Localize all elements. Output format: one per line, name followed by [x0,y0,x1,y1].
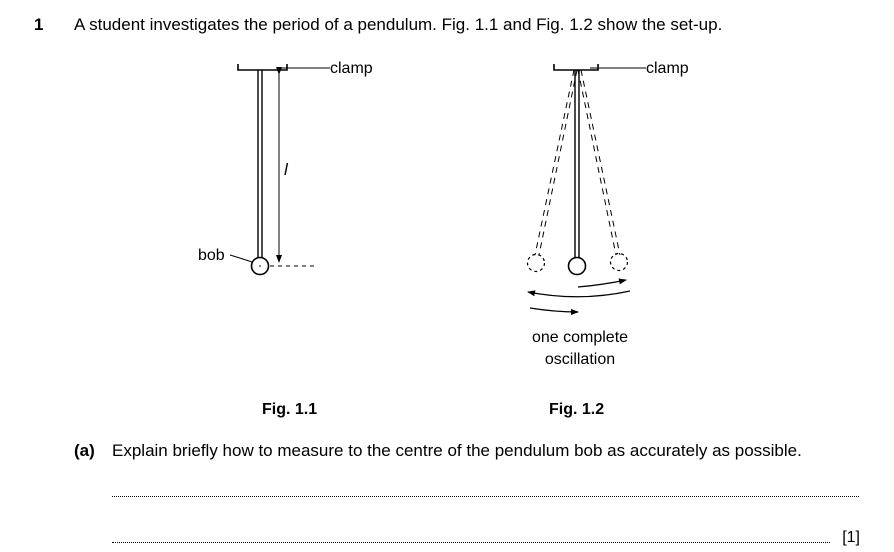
fig2-bob [569,258,586,275]
fig2-clamp [554,64,598,70]
fig1-length-label: l [284,160,288,179]
fig1-clamp-label: clamp [330,60,373,77]
fig2-clamp-label: clamp [646,60,689,77]
part-a-label: (a) [74,441,95,460]
fig2-oscillation-label-line1: one complete [531,329,629,346]
fig1-clamp [238,64,287,70]
fig2-diagram [528,60,689,368]
fig2-bob-right-position [611,254,628,271]
fig1-caption: Fig. 1.1 [262,401,318,418]
fig1-bob-label: bob [198,247,225,264]
fig2-caption: Fig. 1.2 [549,401,605,418]
fig2-arrow-right-bottom [530,308,578,312]
fig2-oscillation-label-line2: oscillation [544,351,616,368]
fig2-dashed-string-right-a [578,70,616,255]
question-text: A student investigates the period of a pendulum. Fig. 1.1 and Fig. 1.2 show the set-up. [74,15,723,34]
fig2-dashed-string-left-b [539,70,577,255]
answer-line-1[interactable] [112,496,859,497]
fig2-dashed-string-left-a [535,70,574,255]
question-number: 1 [34,15,44,34]
fig1-diagram [198,60,373,275]
marks-indicator: [1] [842,529,860,546]
fig1-bob-centre [259,265,261,267]
fig1-bob-leader [230,255,252,262]
answer-line-2[interactable] [112,542,830,543]
fig2-arrow-right-top [578,280,626,287]
fig2-arrow-left-long [528,291,630,297]
fig2-dashed-string-right-b [581,70,620,255]
fig2-bob-left-position [528,255,545,272]
part-a-question-text: Explain briefly how to measure to the centre of the pendulum bob as accurately as possible. [112,441,802,460]
